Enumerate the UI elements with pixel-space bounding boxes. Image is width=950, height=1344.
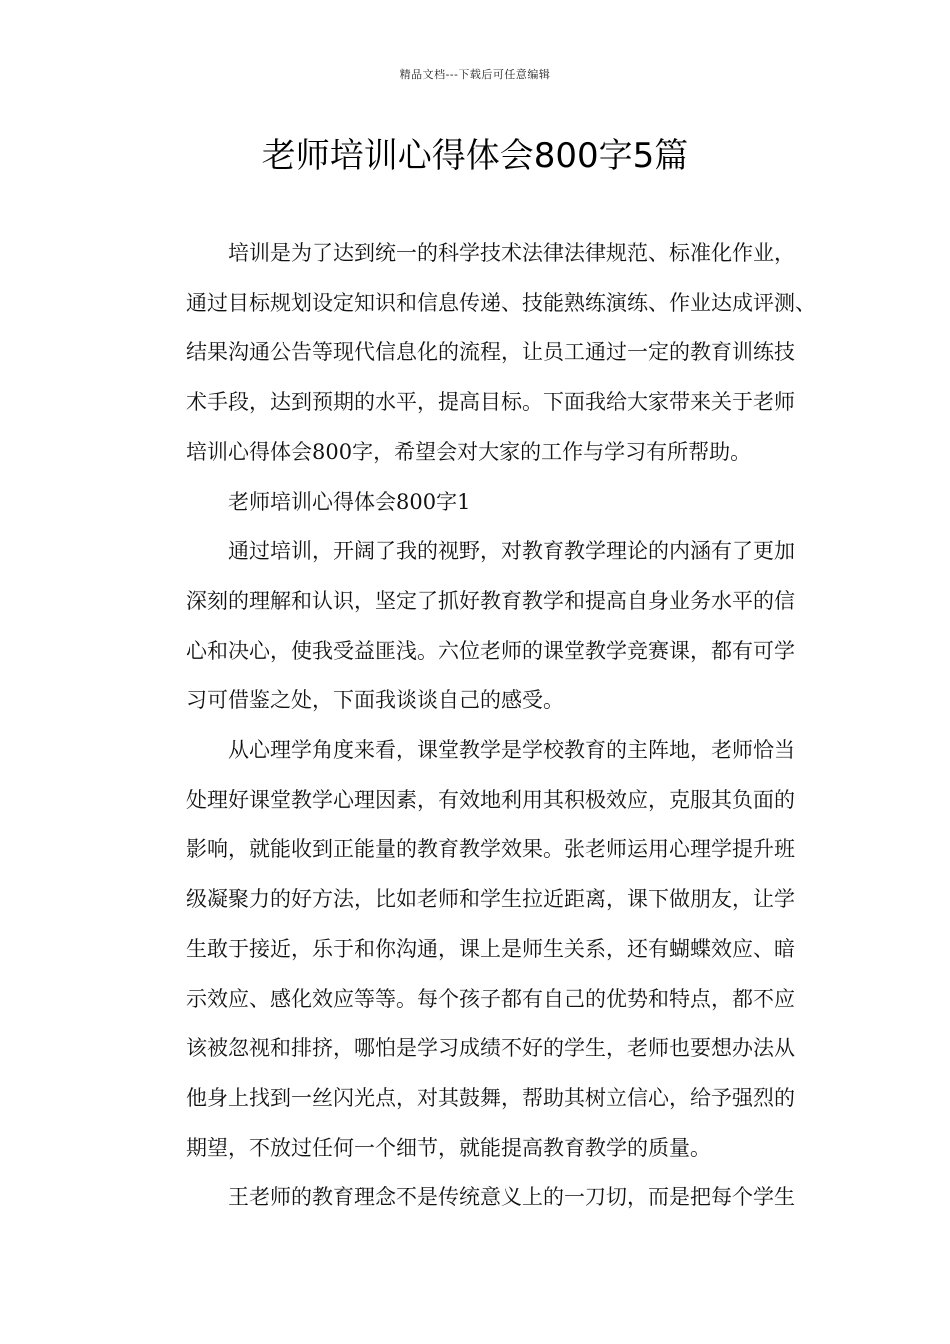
text-line: 处理好课堂教学心理因素，有效地利用其积极效应，克服其负面的 [186,787,795,812]
text-line: 王老师的教育理念不是传统意义上的一刀切，而是把每个学生 [228,1185,795,1210]
text-line: 该被忽视和排挤，哪怕是学习成绩不好的学生，老师也要想办法从 [186,1036,795,1061]
text-line: 级凝聚力的好方法，比如老师和学生拉近距离，课下做朋友，让学 [186,887,795,912]
header-note: 精品文档---下载后可任意编辑 [399,68,551,81]
paragraph-teacher-wang [144,1173,834,1223]
text-line: 培训心得体会800字，希望会对大家的工作与学习有所帮助。 [186,439,752,464]
paragraph-psychology [144,726,834,1173]
section-heading-1 [144,478,834,528]
text-line: 他身上找到一丝闪光点，对其鼓舞，帮助其树立信心，给予强烈的 [186,1085,795,1110]
text-line: 示效应、感化效应等等。每个孩子都有自己的优势和特点，都不应 [186,986,795,1011]
document-body [144,229,834,1223]
text-line: 结果沟通公告等现代信息化的流程，让员工通过一定的教育训练技 [186,340,795,365]
text-line: 生敢于接近，乐于和你沟通，课上是师生关系，还有蝴蝶效应、暗 [186,936,795,961]
text-line: 术手段，达到预期的水平，提高目标。下面我给大家带来关于老师 [186,390,795,415]
paragraph-intro [144,229,834,478]
text-line: 习可借鉴之处，下面我谈谈自己的感受。 [186,688,564,713]
text-line: 期望，不放过任何一个细节，就能提高教育教学的质量。 [186,1135,711,1160]
page-title: 老师培训心得体会800字5篇 [261,136,689,176]
text-line: 心和决心，使我受益匪浅。六位老师的课堂教学竞赛课，都有可学 [186,638,795,663]
text-line: 影响，就能收到正能量的教育教学效果。张老师运用心理学提升班 [186,837,795,862]
text-line: 培训是为了达到统一的科学技术法律法律规范、标准化作业， [228,241,795,265]
text-line: 从心理学角度来看，课堂教学是学校教育的主阵地，老师恰当 [228,738,795,763]
paragraph-training-gains [144,527,834,726]
text-line: 老师培训心得体会800字1 [228,489,471,514]
text-line: 通过目标规划设定知识和信息传递、技能熟练演练、作业达成评测、 [186,290,816,315]
text-line: 深刻的理解和认识，坚定了抓好教育教学和提高自身业务水平的信 [186,588,795,613]
text-line: 通过培训，开阔了我的视野，对教育教学理论的内涵有了更加 [228,539,795,564]
